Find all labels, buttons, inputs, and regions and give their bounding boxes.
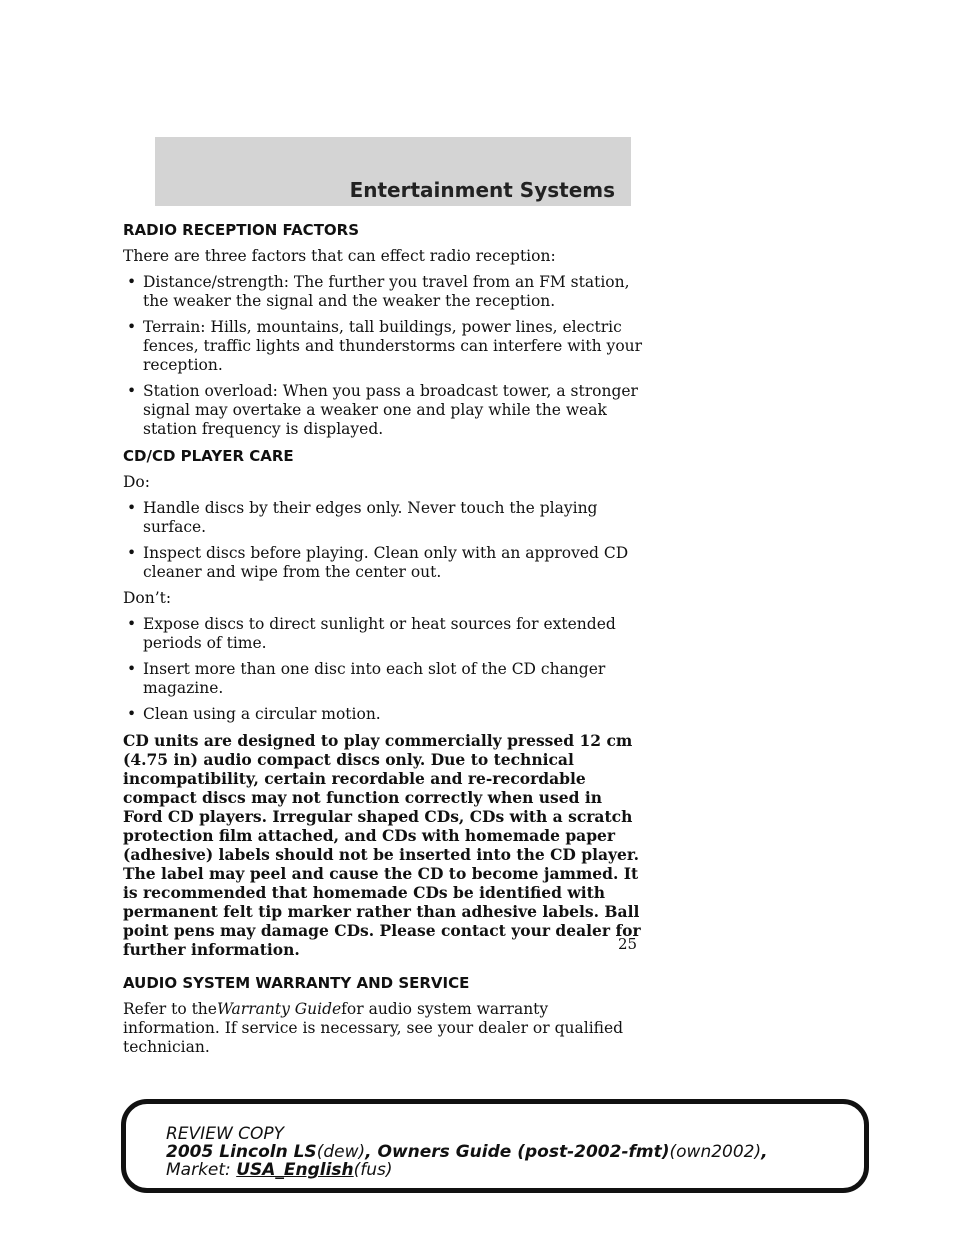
- bullet-icon: •: [127, 499, 137, 517]
- vehicle-model: 2005 Lincoln LS: [166, 1142, 317, 1162]
- bullet-icon: •: [127, 382, 137, 400]
- dont-list: [123, 615, 643, 724]
- warranty-heading: AUDIO SYSTEM WARRANTY AND SERVICE: [123, 974, 470, 992]
- cd-care-heading: CD/CD PLAYER CARE: [123, 447, 294, 465]
- list-item-text: Terrain: Hills, mountains, tall buildings, power lines, electric fences, traffic lights and thunderstorms can interfere with your reception.: [143, 318, 643, 374]
- list-item: [123, 544, 643, 582]
- warranty-paragraph: [123, 1000, 643, 1057]
- warranty-text-after: for audio system warranty information. If service is necessary, see your dealer or qualified technician.: [123, 1000, 624, 1056]
- page-number: 25: [618, 935, 638, 953]
- list-item: [123, 273, 643, 311]
- warranty-guide-title: Warranty Guide: [216, 1000, 342, 1018]
- list-item-text: Handle discs by their edges only. Never touch the playing surface.: [143, 499, 598, 536]
- bullet-icon: •: [127, 705, 137, 723]
- dont-label: Don’t:: [123, 589, 172, 607]
- market-value: USA_English: [236, 1160, 354, 1180]
- section-title: Entertainment Systems: [349, 178, 615, 202]
- warranty-text-before: Refer to the: [123, 1000, 217, 1018]
- vehicle-code: (dew): [316, 1142, 366, 1162]
- do-label: Do:: [123, 473, 150, 491]
- guide-name: Owners Guide (post-2002-fmt): [377, 1142, 670, 1162]
- list-item-text: Expose discs to direct sunlight or heat sources for extended periods of time.: [143, 615, 616, 652]
- list-item: [123, 318, 643, 375]
- list-item-text: Insert more than one disc into each slot of the CD changer magazine.: [143, 660, 606, 697]
- market-code: (fus): [353, 1160, 393, 1180]
- radio-factors-list: [123, 273, 643, 439]
- list-item-text: Inspect discs before playing. Clean only with an approved CD cleaner and wipe from the center out.: [143, 544, 629, 581]
- guide-code: (own2002): [669, 1142, 762, 1162]
- header-band: [155, 137, 631, 206]
- separator: ,: [365, 1142, 378, 1162]
- bullet-icon: •: [127, 273, 137, 291]
- list-item: [123, 382, 643, 439]
- market-line: [166, 1161, 768, 1179]
- radio-reception-heading: RADIO RECEPTION FACTORS: [123, 221, 360, 239]
- list-item-text: Distance/strength: The further you travel from an FM station, the weaker the signal and the weaker the reception.: [143, 273, 630, 310]
- do-list: [123, 499, 643, 582]
- list-item: [123, 660, 643, 698]
- cd-warning-paragraph: CD units are designed to play commercially pressed 12 cm (4.75 in) audio compact discs only. Due to technical incompatibility, certain recordable and re-recordable compact discs may not function correctly when used in Ford CD players. Irregular shaped CDs, CDs with a scratch protection film attached, and CDs with homemade paper (adhesive) labels should not be inserted into the CD player. The label may peel and cause the CD to become jammed. It is recommended that homemade CDs be identified with permanent felt tip marker rather than adhesive labels. Ball point pens may damage CDs. Please contact your dealer for further information.: [123, 731, 641, 959]
- review-copy-box: [121, 1099, 869, 1193]
- list-item: [123, 615, 643, 653]
- list-item: [123, 499, 643, 537]
- review-copy-text: [166, 1125, 768, 1179]
- review-copy-label: REVIEW COPY: [166, 1124, 285, 1144]
- radio-intro: There are three factors that can effect radio reception:: [123, 247, 556, 265]
- separator: ,: [761, 1142, 768, 1162]
- page-content: [123, 221, 643, 1064]
- list-item-text: Clean using a circular motion.: [143, 705, 381, 723]
- document-info-line: [166, 1143, 768, 1161]
- bullet-icon: •: [127, 544, 137, 562]
- list-item: [123, 705, 643, 724]
- list-item-text: Station overload: When you pass a broadcast tower, a stronger signal may overtake a weaker one and play while the weak station frequency is displayed.: [143, 382, 638, 438]
- market-label: Market:: [166, 1160, 231, 1180]
- bullet-icon: •: [127, 615, 137, 633]
- bullet-icon: •: [127, 318, 137, 336]
- bullet-icon: •: [127, 660, 137, 678]
